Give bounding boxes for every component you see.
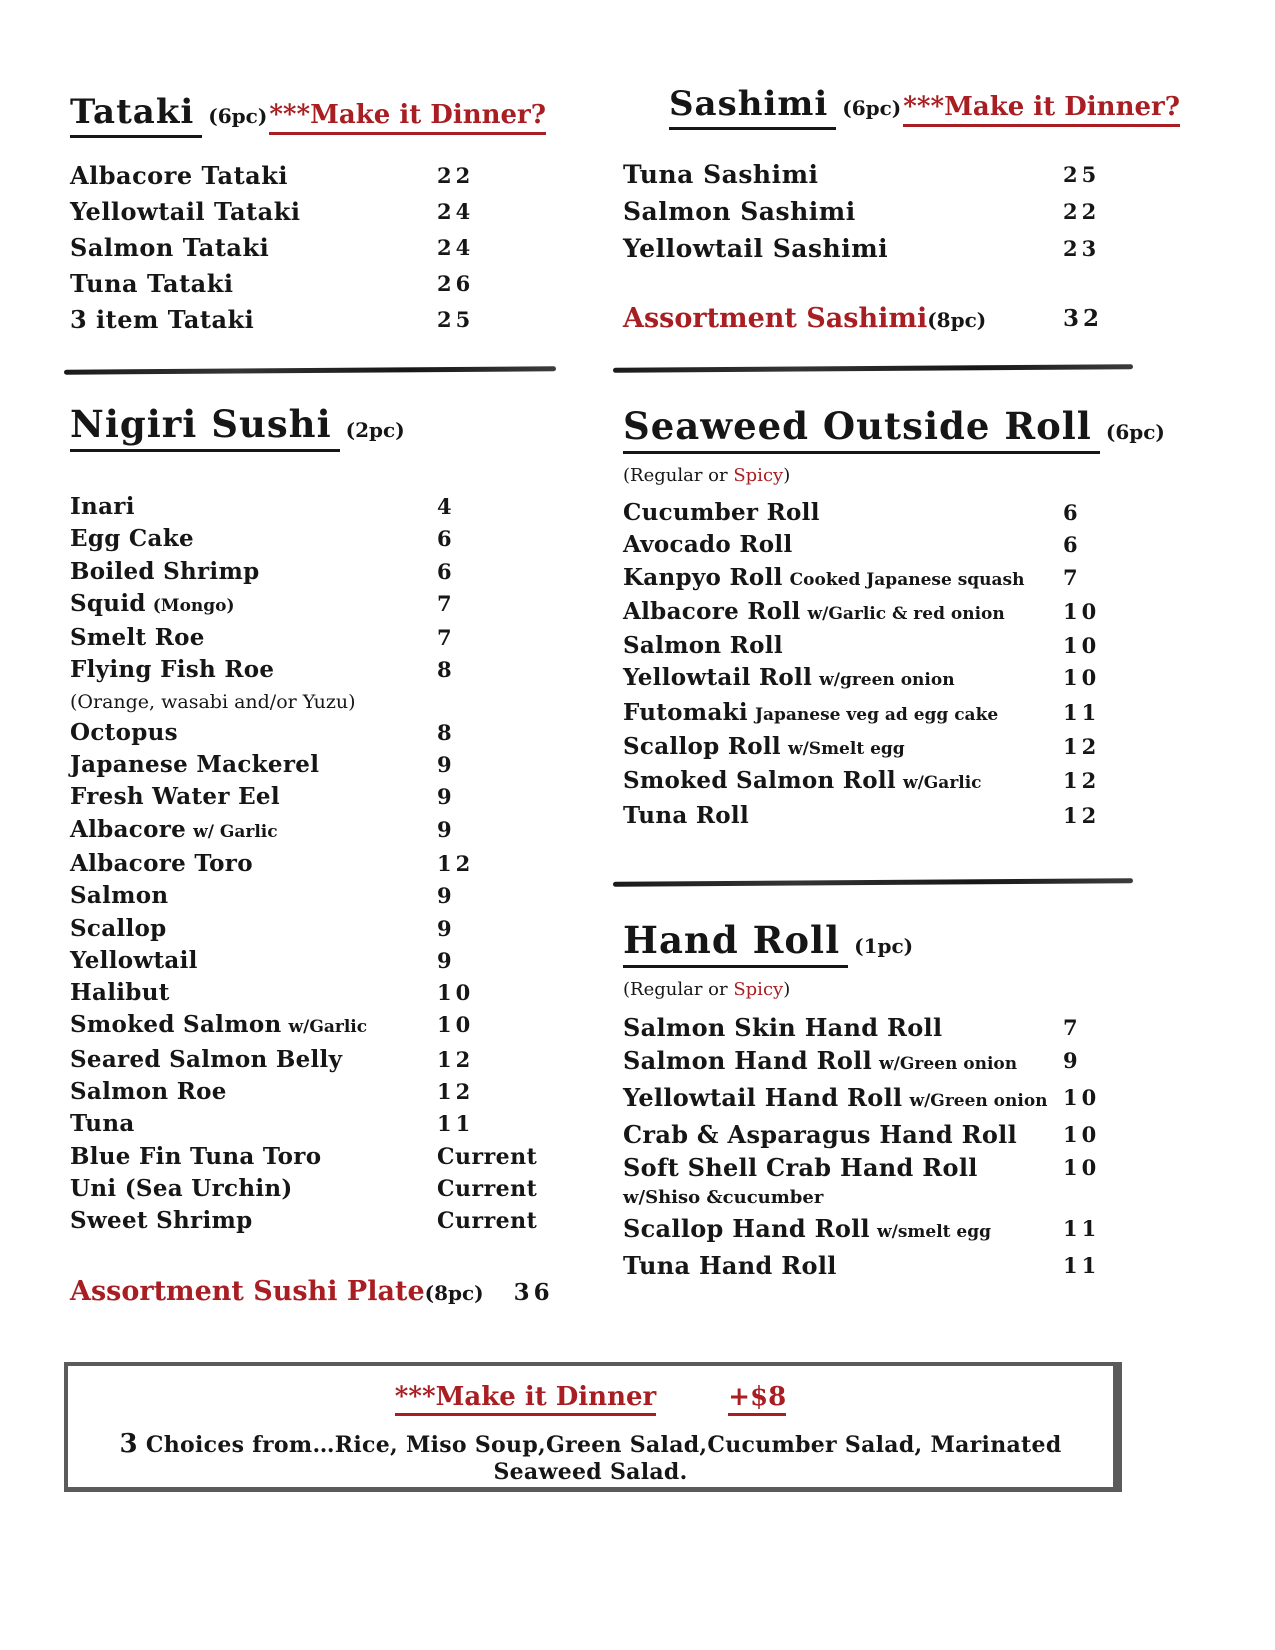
- item-name-text: Scallop Roll: [623, 733, 781, 761]
- menu-item-row: [70, 654, 552, 686]
- item-name-text: Albacore: [70, 815, 187, 843]
- menu-item-row: [70, 622, 552, 654]
- menu-item-row: [70, 1205, 552, 1237]
- item-name: Yellowtail Tataki: [70, 197, 301, 226]
- item-price: 8: [437, 657, 456, 683]
- assortment-price: 32: [1063, 305, 1104, 332]
- menu-item-row: [623, 1212, 1135, 1249]
- menu-item-row: [623, 156, 1135, 193]
- seaweed-roll-title: Seaweed Outside Roll: [623, 404, 1100, 454]
- tataki-items: [70, 158, 552, 338]
- item-price: 6: [1063, 500, 1082, 525]
- menu-item-row: [70, 523, 552, 555]
- item-price: 10: [1063, 665, 1101, 691]
- left-column: [70, 88, 552, 1313]
- make-it-dinner-line: [68, 1382, 1113, 1416]
- item-name: Albacore Toro: [70, 849, 253, 877]
- make-it-dinner-price: +$8: [728, 1382, 786, 1416]
- item-name: 3 item Tataki: [70, 305, 255, 334]
- item-price: 6: [1063, 532, 1082, 558]
- menu-item-row: [70, 158, 552, 194]
- item-name: Scallop: [70, 914, 167, 942]
- item-note: w/Green onion: [879, 1053, 1018, 1074]
- sashimi-make-it-dinner-promo: ***Make it Dinner?: [903, 92, 1180, 127]
- assortment-sashimi-row: [623, 301, 1135, 340]
- menu-item-row: [70, 977, 552, 1009]
- style-note-spicy: Spicy: [733, 465, 784, 486]
- seaweed-roll-size-note: (6pc): [1105, 420, 1165, 444]
- nigiri-title: Nigiri Sushi: [70, 402, 340, 452]
- menu-item-row: [70, 1173, 552, 1205]
- menu-item-row: [623, 662, 1135, 696]
- menu-item-row: [623, 529, 1135, 561]
- item-note: w/Garlic: [288, 1017, 368, 1038]
- item-note: w/ Garlic: [193, 821, 278, 842]
- item-note: (Mongo): [152, 595, 235, 616]
- item-name: Inari: [70, 493, 135, 520]
- item-price: 9: [437, 915, 456, 941]
- item-name: Yellowtail Sashimi: [623, 234, 889, 263]
- item-name: [623, 664, 955, 691]
- menu-item-row: [70, 1044, 552, 1076]
- item-name: Uni (Sea Urchin): [70, 1174, 293, 1202]
- item-price: 9: [437, 816, 456, 842]
- item-name: Albacore Tataki: [70, 161, 288, 190]
- item-price: 10: [437, 980, 475, 1006]
- item-name: Flying Fish Roe: [70, 656, 275, 684]
- item-name: [623, 1214, 991, 1243]
- item-price: 10: [1063, 633, 1101, 659]
- nigiri-items: [70, 491, 552, 1238]
- hand-roll-heading: [623, 915, 1135, 973]
- menu-item-row: [623, 800, 1135, 832]
- menu-item-row: [70, 781, 552, 813]
- item-price: 4: [437, 494, 456, 519]
- choices-count: 3: [119, 1429, 138, 1459]
- item-name: Tuna: [70, 1110, 135, 1138]
- item-price: 12: [437, 1079, 475, 1105]
- item-price: 22: [1063, 199, 1101, 224]
- menu-item-row: [623, 731, 1135, 765]
- menu-item-row: [70, 556, 552, 588]
- item-price: 26: [437, 271, 475, 296]
- hand-roll-size-note: (1pc): [854, 933, 914, 958]
- item-price: 22: [437, 163, 475, 188]
- item-name: [623, 1046, 1017, 1075]
- menu-item-row: [70, 1141, 552, 1173]
- menu-item-row: [70, 913, 552, 945]
- item-name: Salmon Sashimi: [623, 197, 856, 226]
- item-price: 12: [1063, 802, 1101, 828]
- menu-item-row: [70, 1009, 552, 1043]
- nigiri-size-note: (2pc): [345, 418, 405, 442]
- item-name: Tuna Roll: [623, 801, 749, 829]
- nigiri-heading: [70, 399, 552, 457]
- seaweed-roll-items: [623, 497, 1135, 832]
- menu-item-row: [623, 1011, 1135, 1044]
- item-name: Egg Cake: [70, 525, 194, 553]
- item-price: 9: [437, 784, 456, 810]
- item-name: [70, 816, 278, 843]
- right-column: [623, 80, 1180, 1282]
- menu-item-row: [70, 814, 552, 848]
- item-price: 10: [1063, 1084, 1101, 1110]
- divider: [613, 878, 1133, 887]
- menu-item-row: [70, 302, 552, 338]
- seaweed-roll-heading: [623, 401, 1165, 459]
- item-name: Tuna Tataki: [70, 269, 234, 298]
- menu-item-row: [70, 880, 552, 912]
- flying-fish-roe-note: (Orange, wasabi and/or Yuzu): [70, 690, 356, 713]
- item-name: [623, 767, 982, 794]
- item-note: w/smelt egg: [876, 1221, 992, 1242]
- item-name: Octopus: [70, 718, 178, 746]
- item-price: 9: [1063, 1047, 1082, 1073]
- sashimi-heading: [669, 80, 1180, 134]
- item-name-text: Squid: [70, 589, 146, 617]
- menu-item-row: [70, 848, 552, 880]
- menu-item-row: [70, 717, 552, 749]
- divider: [613, 364, 1133, 373]
- item-price: 10: [1063, 598, 1101, 624]
- item-price: 6: [437, 526, 456, 552]
- item-price: 6: [437, 558, 456, 584]
- item-price: 9: [437, 947, 456, 973]
- item-price: 8: [437, 719, 456, 745]
- hand-roll-items: [623, 1011, 1135, 1282]
- item-price: 11: [437, 1111, 475, 1137]
- item-price: Current: [437, 1208, 538, 1235]
- menu-item-row: [623, 1081, 1135, 1118]
- tataki-heading: [70, 88, 552, 142]
- item-name: Soft Shell Crab Hand Roll: [623, 1152, 978, 1182]
- tataki-make-it-dinner-promo: ***Make it Dinner?: [269, 100, 546, 135]
- style-note-prefix: (Regular or: [623, 978, 734, 1000]
- item-price: 12: [437, 1046, 475, 1072]
- item-name: Salmon Tataki: [70, 233, 270, 262]
- item-price: 7: [1063, 1014, 1082, 1040]
- item-name: Tuna Sashimi: [623, 160, 819, 189]
- item-name: Sweet Shrimp: [70, 1207, 253, 1235]
- regular-or-spicy-note: [623, 463, 1135, 489]
- menu-item-row: [70, 1076, 552, 1108]
- item-price: 10: [1063, 1154, 1101, 1180]
- style-note-suffix: ): [783, 978, 791, 1000]
- item-price: 25: [437, 307, 475, 332]
- item-price: 7: [1063, 564, 1082, 590]
- item-name: Halibut: [70, 979, 170, 1007]
- item-name: Salmon Roll: [623, 632, 783, 660]
- menu-item-row: [623, 1044, 1135, 1081]
- item-name: Smelt Roe: [70, 624, 205, 652]
- style-note-spicy: Spicy: [733, 978, 784, 1000]
- dinner-choices-line: [68, 1429, 1113, 1485]
- item-price: 9: [437, 883, 456, 909]
- item-note: w/Smelt egg: [787, 739, 905, 760]
- item-name: Yellowtail: [70, 946, 198, 974]
- item-name-text: Scallop Hand Roll: [623, 1213, 870, 1243]
- item-name-text: Smoked Salmon: [70, 1011, 282, 1039]
- sashimi-title: Sashimi: [669, 84, 836, 130]
- item-name: [70, 1011, 367, 1038]
- item-name-text: Yellowtail Roll: [623, 664, 813, 692]
- tataki-title: Tataki: [70, 92, 202, 138]
- item-price: 12: [1063, 734, 1101, 760]
- menu-item-row: [623, 562, 1135, 596]
- menu-item-row: [70, 491, 552, 523]
- item-name: [623, 699, 998, 726]
- menu-item-row: [70, 194, 552, 230]
- item-name: Blue Fin Tuna Toro: [70, 1142, 322, 1170]
- item-name-text: Albacore Roll: [623, 597, 801, 625]
- item-price: 9: [437, 752, 456, 778]
- item-price: 24: [437, 235, 475, 260]
- menu-item-row: [70, 266, 552, 302]
- item-name: Crab & Asparagus Hand Roll: [623, 1119, 1018, 1149]
- divider: [64, 366, 556, 374]
- item-name-text: Yellowtail Hand Roll: [623, 1082, 903, 1112]
- item-name: Cucumber Roll: [623, 499, 820, 526]
- item-name: Salmon: [70, 882, 169, 910]
- assortment-sushi-plate-row: [70, 1274, 552, 1313]
- item-name: [623, 1083, 1048, 1112]
- assortment-name: Assortment Sashimi: [623, 303, 928, 334]
- style-note-prefix: (Regular or: [623, 465, 734, 486]
- choices-description: Choices from…Rice, Miso Soup,Green Salad,Cucumber Salad, Marinated Seaweed Salad.: [145, 1432, 1062, 1485]
- item-price: Current: [437, 1143, 538, 1170]
- item-note: w/Green onion: [909, 1090, 1048, 1111]
- make-it-dinner-title: ***Make it Dinner: [395, 1382, 656, 1416]
- item-price: 25: [1063, 162, 1101, 187]
- menu-item-row: [623, 1249, 1135, 1282]
- menu-item-row: [623, 630, 1135, 662]
- hand-roll-title: Hand Roll: [623, 918, 848, 968]
- item-name: [623, 598, 1005, 625]
- item-name-text: Smoked Salmon Roll: [623, 767, 896, 795]
- item-name: Boiled Shrimp: [70, 557, 260, 585]
- item-name-text: Kanpyo Roll: [623, 563, 783, 591]
- item-name: [623, 564, 1024, 591]
- soft-shell-crab-note: w/Shiso &cucumber: [623, 1186, 824, 1208]
- style-note-suffix: ): [783, 465, 791, 486]
- sashimi-size-note: (6pc): [842, 96, 902, 120]
- menu-item-row: [70, 1108, 552, 1140]
- menu-item-row: [623, 230, 1135, 267]
- item-price: 7: [437, 590, 456, 616]
- menu-item-row: [70, 588, 552, 622]
- menu-item-row: [623, 1118, 1135, 1151]
- menu-item-row: [623, 1151, 1135, 1184]
- regular-or-spicy-note: [623, 977, 1135, 1003]
- item-name: [70, 590, 235, 617]
- item-price: 12: [1063, 768, 1101, 794]
- menu-item-row: [623, 596, 1135, 630]
- item-note: w/green onion: [819, 670, 955, 691]
- menu-item-row: [70, 749, 552, 781]
- item-price: 7: [437, 625, 456, 651]
- item-name: Seared Salmon Belly: [70, 1045, 343, 1073]
- item-name: Avocado Roll: [623, 531, 793, 559]
- sashimi-items: [623, 156, 1135, 267]
- menu-item-row: [623, 765, 1135, 799]
- item-note: Cooked Japanese squash: [789, 569, 1025, 590]
- item-price: 23: [1063, 236, 1101, 261]
- item-price: 11: [1063, 699, 1101, 725]
- item-name: Salmon Skin Hand Roll: [623, 1012, 943, 1042]
- tataki-size-note: (6pc): [208, 104, 268, 128]
- item-price: Current: [437, 1175, 538, 1202]
- assortment-size-note: (8pc): [424, 1280, 484, 1305]
- menu-item-row: [623, 193, 1135, 230]
- item-price: 11: [1063, 1252, 1101, 1278]
- assortment-name: Assortment Sushi Plate: [70, 1275, 425, 1307]
- item-note: w/Garlic & red onion: [807, 603, 1005, 624]
- item-name: Japanese Mackerel: [70, 751, 320, 779]
- menu-item-row: [70, 230, 552, 266]
- item-price: 10: [1063, 1121, 1101, 1147]
- item-name-text: Futomaki: [623, 698, 748, 726]
- item-name: Fresh Water Eel: [70, 783, 280, 811]
- item-price: 10: [437, 1012, 475, 1038]
- item-name-text: Salmon Hand Roll: [623, 1045, 873, 1075]
- item-name: [623, 733, 905, 760]
- item-price: 11: [1063, 1215, 1101, 1241]
- assortment-price: 36: [513, 1278, 554, 1306]
- item-name: Salmon Roe: [70, 1078, 227, 1106]
- menu-item-row: [623, 497, 1135, 529]
- item-note: w/Garlic: [902, 773, 982, 794]
- menu-item-row: [623, 697, 1135, 731]
- item-price: 24: [437, 199, 475, 224]
- item-price: 12: [437, 850, 475, 876]
- assortment-size-note: (8pc): [927, 308, 987, 332]
- menu-item-row: [70, 945, 552, 977]
- make-it-dinner-box: [64, 1362, 1122, 1492]
- item-note: Japanese veg ad egg cake: [754, 704, 999, 725]
- item-name: Tuna Hand Roll: [623, 1250, 837, 1280]
